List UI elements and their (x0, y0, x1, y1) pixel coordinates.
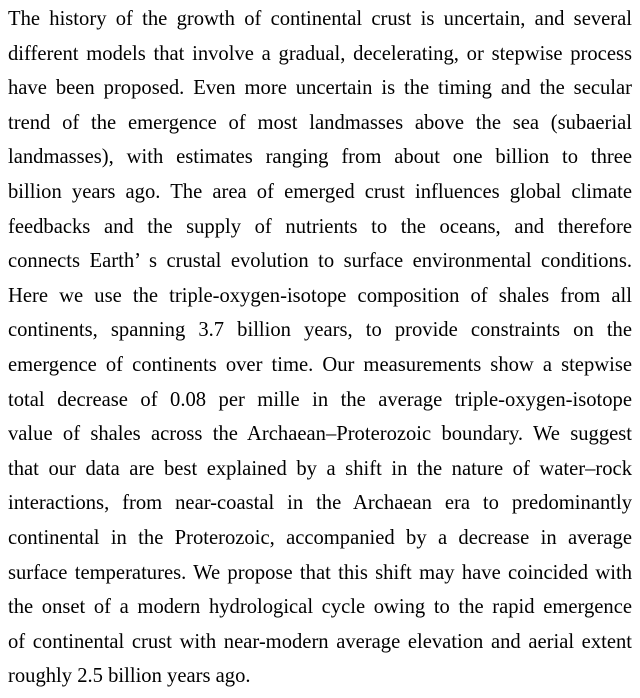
text-line: Here we use the triple-oxygen-isotope composition of shales from all (8, 284, 632, 307)
text-line: surface temperatures. We propose that this shift may have coincided with (8, 561, 632, 584)
text-line: different models that involve a gradual, decelerating, or stepwise process (8, 42, 632, 65)
text-line: connects Earth’ s crustal evolution to surface environmental conditions. (8, 250, 632, 273)
text-line: emergence of continents over time. Our measurements show a stepwise (8, 353, 632, 376)
text-line: landmasses), with estimates ranging from about one billion to three (8, 146, 632, 169)
text-line: the onset of a modern hydrological cycle owing to the rapid emergence (8, 596, 632, 619)
text-line: trend of the emergence of most landmasses above the sea (subaerial (8, 111, 632, 134)
text-line: feedbacks and the supply of nutrients to the oceans, and therefore (8, 215, 632, 238)
text-line: that our data are best explained by a shift in the nature of water–rock (8, 457, 632, 480)
text-line: interactions, from near-coastal in the Archaean era to predominantly (8, 492, 632, 515)
text-line: roughly 2.5 billion years ago. (8, 665, 251, 688)
text-line: value of shales across the Archaean–Proterozoic boundary. We suggest (8, 423, 632, 446)
abstract-paragraph (8, 2, 632, 694)
text-line: continental in the Proterozoic, accompanied by a decrease in average (8, 526, 632, 549)
text-line: billion years ago. The area of emerged crust influences global climate (8, 180, 632, 203)
text-line: continents, spanning 3.7 billion years, to provide constraints on the (8, 319, 632, 342)
text-line: of continental crust with near-modern average elevation and aerial extent (8, 630, 632, 653)
text-line: have been proposed. Even more uncertain is the timing and the secular (8, 77, 632, 100)
text-line: total decrease of 0.08 per mille in the average triple-oxygen-isotope (8, 388, 632, 411)
text-line: The history of the growth of continental crust is uncertain, and several (8, 8, 632, 30)
